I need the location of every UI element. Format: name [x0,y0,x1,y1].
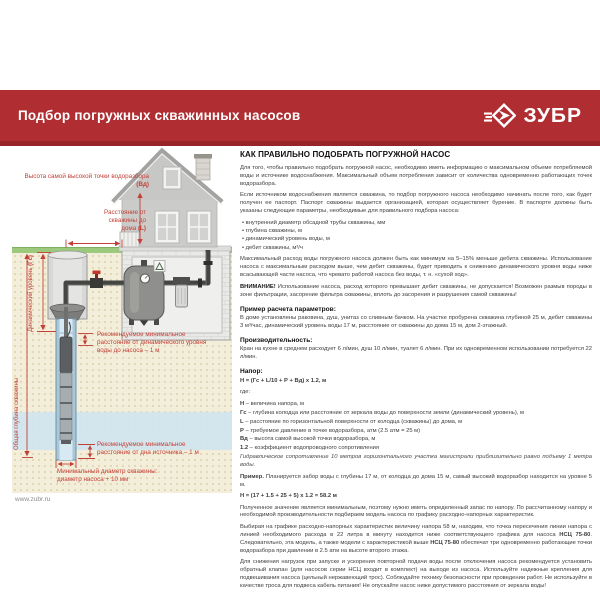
zubr-logo [484,102,582,129]
list-item: • динамический уровень воды, м [242,236,592,244]
definition-row: Вд – высота самой высокой точки водоразбора, м [240,436,376,443]
pressure-gauge [141,274,150,283]
site-url[interactable]: www.zubr.ru [15,496,51,503]
definition-row: Р – требуемое давление в точке водоразбора, атм (2.5 атм = 25 м) [240,427,421,434]
label-min-well-diameter: Минимальный диаметр скважины: диаметр насоса + 10 мм [57,468,158,484]
definition-row: Н – величина напора, м [240,400,305,407]
calc-result-formula: Н = (17 + 1.5 + 25 + 5) х 1.2 = 58.2 м [240,493,337,500]
passport-paragraph: Если источником водоснабжения является скважина, то подбор погружного насоса необходимо начинать после того, как будет получен ее паспорт. Паспорт скважины выдается организацией, которая осуществляет бурение. В паспорте должны быть указаны следующие параметры, необходимые для правильного подбора насоса: [240,192,592,215]
header-band [0,90,600,141]
label-distance-to-house: Расстояние от скважины до дома (L) [103,209,146,233]
list-item: • внутренний диаметр обсадной трубы скважины, мм [242,220,592,228]
head-formula: Н = (Гс + L/10 + Р + Вд) х 1.2, м [240,377,327,384]
label-pump-clearance: Рекомендуемое минимальное расстояние от динамического уровня воды до насоса – 1 м [97,331,207,355]
example-heading: Пример расчета параметров: [240,305,336,313]
formula-definitions [240,401,592,454]
vent-shutter [120,232,139,247]
header-band-shadow [0,141,600,146]
label-bottom-clearance: Рекомендуемое минимальное расстояние от дна источника – 1 м [97,441,199,457]
window [155,211,179,243]
list-item: • глубина скважины, м [242,228,592,236]
well-passport-parameters [242,220,592,253]
definition-row: L – расстояние по горизонтальной поверхности от колодца (скважины) до дома, м [240,418,463,425]
zubr-arrow-icon [484,102,516,129]
capacity-heading: Производительность: [240,336,313,344]
article-title: КАК ПРАВИЛЬНО ПОДОБРАТЬ ПОГРУЖНОЙ НАСОС [240,150,451,159]
well-diagram [12,147,232,493]
warning-plaque [154,261,165,272]
flow-rate-paragraph: Максимальный расход воды погружного насоса должен быть как минимум на 5–15% меньше дебита скважины. Использование насоса с максимальным расходом выше, чем дебит скважины, будет приводить к снижению динамического уровня воды ниже всасывающей части насоса, что чревато работой насоса без воды, т. н. «сухой ход». [240,256,592,279]
warning-note: ВНИМАНИЕ! Использование насоса, расход которого превышает дебит скважины, не допускается! Возможен размыв породы в зоне фильтрации, засорение фильтра скважины, вплоть до засорения и разрушения самой скважины! [240,283,592,298]
calc-example-paragraph: Пример. Планируется забор воды с глубины 17 м, от колодца до дома 15 м, самый высокий водоразбор находится на уровне 5 м. [240,473,592,488]
definition-row: Гс – глубина колодца или расстояние от зеркала воды до поверхности земли (динамический уровень), м [240,409,524,416]
water-filter [173,277,190,307]
result-paragraph: Полученное значение является минимальным, поэтому нужно иметь определенный запас по напору. По рассчитанному напору и необходимой производительности подбираем модель насоса по графику расходно-напорных характеристик. [240,504,592,519]
example-paragraph: В доме установлены раковина, душ, унитаз со сливным бачком. На участке пробурена скважина глубиной 25 м, дебит скважины 3 м³/час, динамический уровень воды 17 м, расстояние от скважины до дома 15 м, дом 2-этажный. [240,315,592,329]
shutoff-valve [90,271,103,289]
hydraulic-note: Гидравлическое сопротивление 10 метров горизонтального участка магистрали приблизительно равно подъему 1 метра воды. [240,454,592,469]
label-total-well-depth: Общая глубина скважины [14,377,20,450]
definition-row: 1.2 – коэффициент водопроводного сопротивления [240,445,380,452]
house [113,151,231,251]
head-heading: Напор: [240,368,263,376]
where-label: где: [240,389,251,396]
page-title: Подбор погружных скважинных насосов [18,108,301,123]
label-dynamic-level: Динамический уровень (Гс) [28,255,34,332]
article [240,150,592,594]
label-highest-draw-point: Высота самой высокой точки водоразбора (Вд) [24,173,149,189]
window [187,211,211,243]
zubr-logo-text: ЗУБР [523,103,582,127]
model-selection-paragraph: Выбирая на графике расходно-напорных характеристик величину напора 58 м, находим, что точка пересечения линии напора с линией необходимого расхода в 22 литра в минуту находится ниже соответствующего графика для насоса НСЦ 75-80. Следовательно, эта модель, а также модели с характеристикой выше НСЦ 75-80 обеспечат три одновременно работающие точки водоразбора при давлении в 2.5 атм на высоте второго этажа. [240,523,592,554]
intro-paragraph: Для того, чтобы правильно подобрать погружной насос, необходимо иметь информацию о максимальном объеме потребляемой воды и источнике водоснабжения. Максимальный объем потребления зависит от количества одновременно работающих точек водоразбора. [240,164,592,187]
installation-paragraph: Для снижения нагрузок при запуске и ускорения повторной подачи воды после отключения насоса рекомендуется установить обратный клапан (для насосов серии НСЦ входит в комплект) на выходе из насоса. Используйте надежные крепления для подвешивания насоса (цельный нержавеющий трос). Соблюдайте технику безопасности при проведении работ. Не используйте в качестве троса для подвеса кабель питания! Не опускайте насос ниже допустимого расстояния от зеркала воды! [240,559,592,589]
capacity-paragraph: Кран на кухне в среднем расходует 6 л/мин, душ 10 л/мин, туалет 6 л/мин. При их одновременном использовании потребуется 22 л/мин. [240,346,592,361]
list-item: • дебит скважины, м³/ч [242,245,592,253]
